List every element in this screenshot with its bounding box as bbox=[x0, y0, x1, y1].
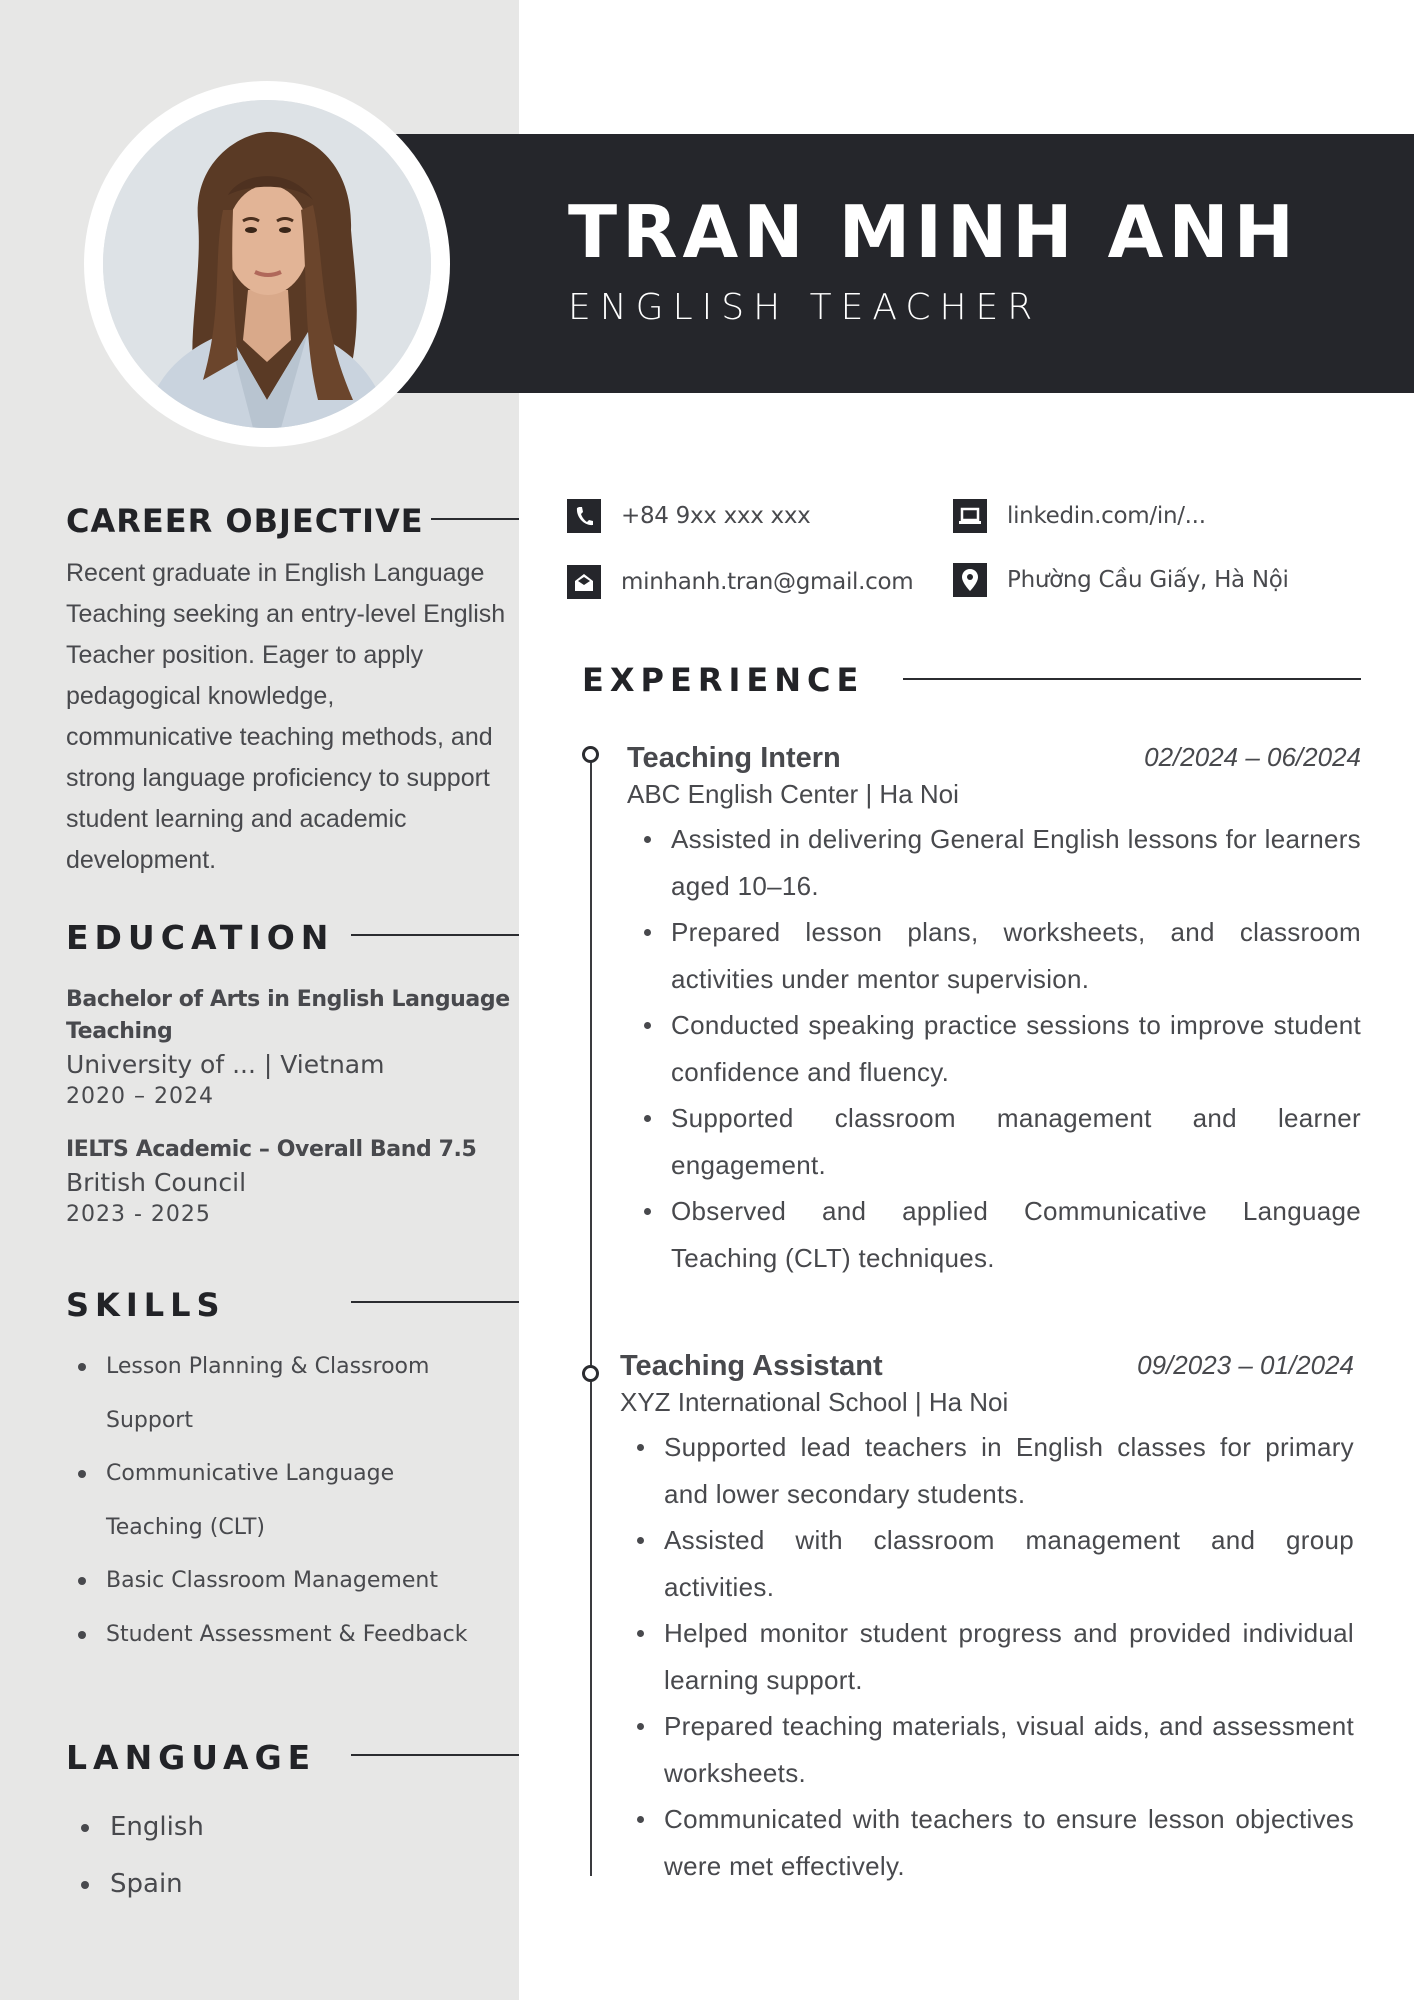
location: Phường Cầu Giấy, Hà Nội bbox=[1007, 567, 1289, 593]
phone-icon bbox=[567, 499, 601, 533]
contact-linkedin bbox=[953, 499, 1206, 533]
phone-number: +84 9xx xxx xxx bbox=[621, 503, 811, 529]
job-organization: ABC English Center | Ha Noi bbox=[627, 779, 959, 809]
skill-item: Lesson Planning & Classroom Support bbox=[66, 1340, 486, 1447]
career-objective-text: Recent graduate in English Language Teaching seeking an entry-level English Teacher position. Eager to apply pedagogical knowledge, communicative teaching methods, and strong language proficiency to support student learning and academic development. bbox=[66, 559, 506, 874]
responsibility-item: Assisted with classroom management and group activities. bbox=[634, 1517, 1354, 1610]
experience-item bbox=[627, 742, 1361, 1273]
experience-item bbox=[620, 1352, 1354, 1892]
contact-email bbox=[567, 565, 913, 599]
section-divider bbox=[351, 934, 519, 936]
timeline-dot bbox=[582, 1365, 599, 1382]
job-responsibilities bbox=[634, 1424, 1354, 1889]
skill-item: Basic Classroom Management bbox=[66, 1554, 486, 1608]
section-title-education: EDUCATION bbox=[66, 918, 335, 957]
section-divider bbox=[351, 1754, 519, 1756]
skills-list bbox=[66, 1340, 486, 1661]
map-pin-icon bbox=[953, 563, 987, 597]
profile-photo bbox=[103, 100, 431, 428]
responsibility-item: Observed and applied Communicative Language Teaching (CLT) techniques. bbox=[641, 1188, 1361, 1281]
education-item bbox=[66, 984, 516, 1112]
section-title-language: LANGUAGE bbox=[66, 1738, 317, 1777]
language-item: Spain bbox=[66, 1856, 204, 1913]
job-dates: 09/2023 – 01/2024 bbox=[1137, 1350, 1354, 1380]
candidate-name: TRAN MINH ANH bbox=[568, 190, 1299, 274]
responsibility-item: Communicated with teachers to ensure lesson objectives were met effectively. bbox=[634, 1796, 1354, 1889]
contact-location bbox=[953, 563, 1289, 597]
timeline-line bbox=[590, 756, 592, 1876]
job-organization: XYZ International School | Ha Noi bbox=[620, 1387, 1009, 1417]
responsibility-item: Supported lead teachers in English classes for primary and lower secondary students. bbox=[634, 1424, 1354, 1517]
responsibility-item: Assisted in delivering General English lessons for learners aged 10–16. bbox=[641, 816, 1361, 909]
education-school: British Council bbox=[66, 1168, 247, 1197]
section-divider bbox=[351, 1301, 519, 1303]
language-item: English bbox=[66, 1799, 204, 1856]
section-title-skills: SKILLS bbox=[66, 1286, 226, 1324]
skill-item: Communicative Language Teaching (CLT) bbox=[66, 1447, 486, 1554]
job-title: Teaching Intern bbox=[627, 742, 841, 774]
linkedin-url[interactable]: linkedin.com/in/... bbox=[1007, 503, 1206, 529]
education-degree: Bachelor of Arts in English Language Teaching bbox=[66, 987, 510, 1044]
language-list bbox=[66, 1799, 204, 1913]
education-years: 2023 - 2025 bbox=[66, 1202, 211, 1227]
section-title-experience: EXPERIENCE bbox=[582, 661, 865, 699]
responsibility-item: Prepared teaching materials, visual aids, and assessment worksheets. bbox=[634, 1703, 1354, 1796]
section-title-career-objective: CAREER OBJECTIVE bbox=[66, 502, 424, 540]
education-degree: IELTS Academic – Overall Band 7.5 bbox=[66, 1137, 477, 1162]
responsibility-item: Helped monitor student progress and provided individual learning support. bbox=[634, 1610, 1354, 1703]
section-divider bbox=[903, 678, 1361, 680]
education-years: 2020 – 2024 bbox=[66, 1084, 214, 1109]
timeline-dot bbox=[582, 746, 599, 763]
education-item bbox=[66, 1134, 516, 1230]
email-address[interactable]: minhanh.tran@gmail.com bbox=[621, 569, 914, 595]
section-divider bbox=[431, 518, 519, 520]
portrait-illustration bbox=[103, 100, 431, 428]
responsibility-item: Prepared lesson plans, worksheets, and classroom activities under mentor supervision. bbox=[641, 909, 1361, 1002]
contact-phone bbox=[567, 499, 811, 533]
responsibility-item: Supported classroom management and learner engagement. bbox=[641, 1095, 1361, 1188]
responsibility-item: Conducted speaking practice sessions to improve student confidence and fluency. bbox=[641, 1002, 1361, 1095]
job-responsibilities bbox=[641, 816, 1361, 1281]
job-title: Teaching Assistant bbox=[620, 1350, 883, 1382]
skill-item: Student Assessment & Feedback bbox=[66, 1608, 486, 1662]
job-dates: 02/2024 – 06/2024 bbox=[1144, 742, 1361, 772]
envelope-icon bbox=[567, 565, 601, 599]
candidate-role: ENGLISH TEACHER bbox=[568, 287, 1042, 328]
laptop-icon bbox=[953, 499, 987, 533]
education-school: University of ... | Vietnam bbox=[66, 1050, 385, 1079]
